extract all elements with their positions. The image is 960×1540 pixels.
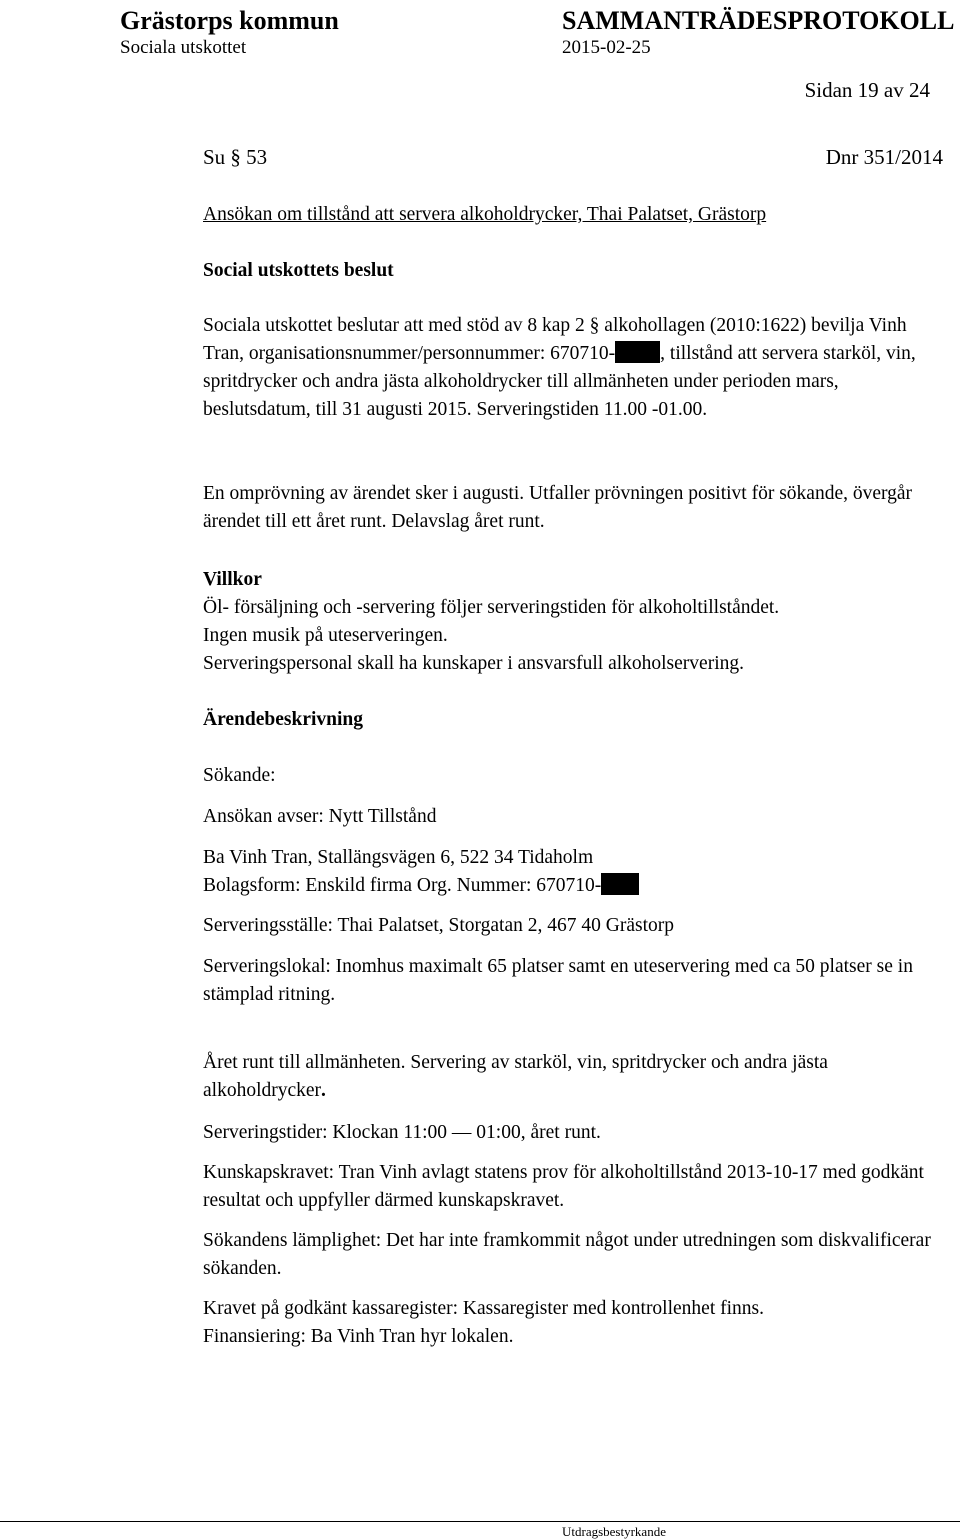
municipality-name: Grästorps kommun <box>120 6 339 35</box>
paragraph-number: Su § 53 <box>203 145 268 169</box>
header-right <box>562 6 954 60</box>
applicant-block <box>203 844 943 900</box>
case-title-text: Ansökan om tillstånd att servera alkoholdrycker, Thai Palatset, Grästorp <box>203 204 767 225</box>
decision-body <box>203 312 943 424</box>
applicant-suitability: Sökandens lämplighet: Det har inte framkommit något under utredningen som diskvalificerar sökanden. <box>203 1230 931 1279</box>
committee-name: Sociala utskottet <box>120 37 247 58</box>
description-heading: Ärendebeskrivning <box>203 709 363 730</box>
footer-divider <box>0 1521 960 1522</box>
case-number: Dnr 351/2014 <box>825 145 943 169</box>
year-round-period: . <box>321 1080 326 1101</box>
case-title <box>203 201 943 229</box>
year-round-text: Året runt till allmänheten. Servering av starköl, vin, spritdrycker och andra jästa alkoholdrycker <box>203 1052 828 1101</box>
page-number: Sidan 19 av 24 <box>804 78 930 102</box>
decision-text-part-1: Sociala utskottet beslutar att med stöd av 8 kap 2 § alkohollagen (2010:1622) bevilja Vinh Tran, organisationsnummer/personnummer: 670710- <box>203 315 907 364</box>
condition-line: Ingen musik på uteserveringen. <box>203 625 448 646</box>
reexamination <box>203 480 943 536</box>
applicant-label-block <box>203 762 943 790</box>
decision-heading: Social utskottets beslut <box>203 260 394 281</box>
application-block <box>203 803 943 831</box>
company-form <box>203 872 943 900</box>
decision-section <box>203 257 943 285</box>
knowledge-block <box>203 1159 943 1215</box>
premises: Serveringslokal: Inomhus maximalt 65 platser samt en uteservering med ca 50 platser se in stämplad ritning. <box>203 956 913 1005</box>
company-form-text: Bolagsform: Enskild firma Org. Nummer: 670710- <box>203 875 602 896</box>
redaction-box <box>601 873 639 895</box>
header-left <box>120 6 339 60</box>
conditions-heading: Villkor <box>203 569 262 590</box>
year-round <box>203 1049 943 1105</box>
suitability-block <box>203 1227 943 1283</box>
serving-hours-block <box>203 1119 943 1147</box>
premises-block <box>203 953 943 1009</box>
applicant-label: Sökande: <box>203 765 276 786</box>
reexamination-text: En omprövning av ärendet sker i augusti. Utfaller prövningen positivt för sökande, övergår ärendet till ett året runt. Delavslag året runt. <box>203 483 913 532</box>
footer-label: Utdragsbestyrkande <box>562 1524 666 1539</box>
applicant-address: Ba Vinh Tran, Stallängsvägen 6, 522 34 Tidaholm <box>203 847 594 868</box>
cash-register: Kravet på godkänt kassaregister: Kassaregister med kontrollenhet finns. <box>203 1298 764 1319</box>
meeting-date: 2015-02-25 <box>562 37 651 58</box>
decision-text <box>203 312 943 424</box>
knowledge-requirement: Kunskapskravet: Tran Vinh avlagt statens prov för alkoholtillstånd 2013-10-17 med godkänt resultat och uppfyller därmed kunskapskravet. <box>203 1162 924 1211</box>
case-header <box>203 143 943 171</box>
protocol-title: SAMMANTRÄDESPROTOKOLL <box>562 6 955 35</box>
condition-line: Serveringspersonal skall ha kunskaper i ansvarsfull alkoholservering. <box>203 653 744 674</box>
decision-text-part-2: , tillstånd att servera starköl, vin, spritdrycker och andra jästa alkoholdrycker till allmänheten under perioden mars, beslutsdatum, till 31 augusti 2015. Serveringstiden 11.00 -01.00. <box>203 343 916 420</box>
condition-line: Öl- försäljning och -servering följer serveringstiden för alkoholtillståndet. <box>203 597 780 618</box>
serving-hours: Serveringstider: Klockan 11:00 — 01:00, året runt. <box>203 1122 601 1143</box>
financing: Finansiering: Ba Vinh Tran hyr lokalen. <box>203 1326 514 1347</box>
cash-financing-block <box>203 1295 943 1351</box>
redaction-box <box>615 341 660 363</box>
year-round-block <box>203 1049 943 1105</box>
application-type: Ansökan avser: Nytt Tillstånd <box>203 806 437 827</box>
conditions-section <box>203 566 943 678</box>
description-heading-block <box>203 706 943 734</box>
venue: Serveringsställe: Thai Palatset, Storgatan 2, 467 40 Grästorp <box>203 915 674 936</box>
venue-block <box>203 912 943 940</box>
